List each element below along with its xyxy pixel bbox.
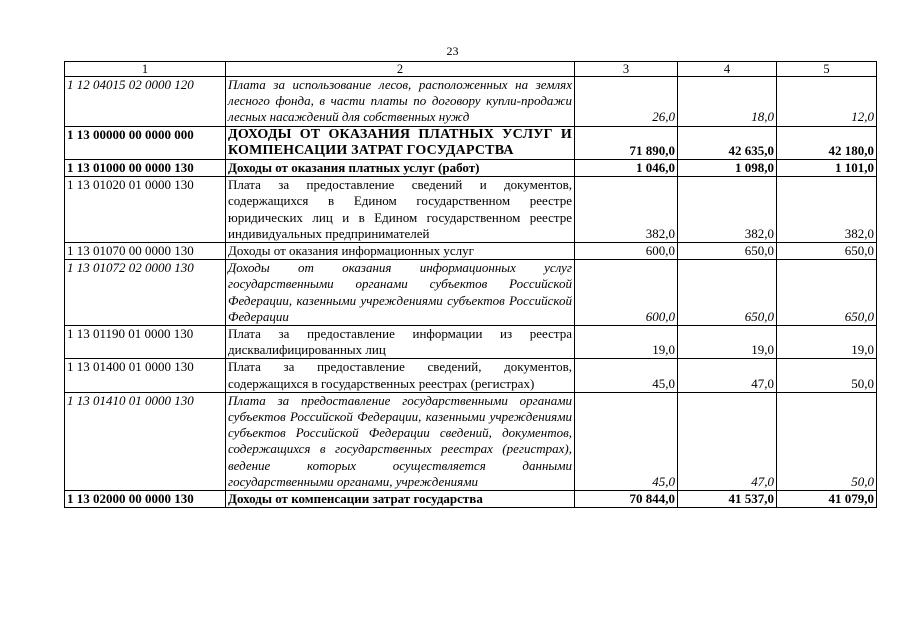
table-row [65, 177, 877, 243]
value-col4-cell: 1 098,0 [678, 160, 777, 177]
table-row [65, 392, 877, 490]
description-cell: Доходы от оказания информационных услуг [226, 243, 575, 260]
column-header: 4 [678, 62, 777, 77]
column-header: 3 [575, 62, 678, 77]
value-col4-cell: 47,0 [678, 359, 777, 392]
table-row [65, 260, 877, 326]
value-col5-cell: 650,0 [777, 260, 877, 326]
value-col3-cell: 70 844,0 [575, 491, 678, 508]
description-cell: Плата за предоставление сведений и документов, содержащихся в Едином государственном реестре юридических лиц и в Едином государственном реестре индивидуальных предпринимателей [226, 177, 575, 243]
value-col4-cell: 18,0 [678, 77, 777, 127]
value-col4-cell: 382,0 [678, 177, 777, 243]
value-col4-cell: 650,0 [678, 260, 777, 326]
value-col4-cell: 42 635,0 [678, 126, 777, 159]
budget-revenue-table [64, 61, 877, 508]
description-cell: Доходы от оказания платных услуг (работ) [226, 160, 575, 177]
page-number: 23 [446, 44, 459, 58]
value-col3-cell: 71 890,0 [575, 126, 678, 159]
code-cell: 1 13 01400 01 0000 130 [65, 359, 226, 392]
table-row [65, 359, 877, 392]
description-cell: Плата за предоставление информации из реестра дисквалифицированных лиц [226, 326, 575, 359]
description-cell: Доходы от компенсации затрат государства [226, 491, 575, 508]
code-cell: 1 12 04015 02 0000 120 [65, 77, 226, 127]
value-col3-cell: 600,0 [575, 243, 678, 260]
value-col4-cell: 41 537,0 [678, 491, 777, 508]
value-col5-cell: 12,0 [777, 77, 877, 127]
description-cell: ДОХОДЫ ОТ ОКАЗАНИЯ ПЛАТНЫХ УСЛУГ И КОМПЕНСАЦИИ ЗАТРАТ ГОСУДАРСТВА [226, 126, 575, 159]
code-cell: 1 13 01020 01 0000 130 [65, 177, 226, 243]
column-header: 1 [65, 62, 226, 77]
column-header-row [65, 62, 877, 77]
table-row [65, 326, 877, 359]
code-cell: 1 13 01072 02 0000 130 [65, 260, 226, 326]
code-cell: 1 13 01410 01 0000 130 [65, 392, 226, 490]
value-col3-cell: 600,0 [575, 260, 678, 326]
value-col5-cell: 50,0 [777, 392, 877, 490]
table-row [65, 491, 877, 508]
description-cell: Плата за предоставление сведений, документов, содержащихся в государственных реестрах (регистрах) [226, 359, 575, 392]
table-row [65, 126, 877, 159]
value-col3-cell: 45,0 [575, 359, 678, 392]
value-col5-cell: 19,0 [777, 326, 877, 359]
value-col3-cell: 45,0 [575, 392, 678, 490]
value-col3-cell: 19,0 [575, 326, 678, 359]
value-col5-cell: 382,0 [777, 177, 877, 243]
description-cell: Доходы от оказания информационных услуг государственными органами субъектов Российской Федерации, казенными учреждениями субъектов Российской Федерации [226, 260, 575, 326]
code-cell: 1 13 02000 00 0000 130 [65, 491, 226, 508]
code-cell: 1 13 01190 01 0000 130 [65, 326, 226, 359]
value-col5-cell: 1 101,0 [777, 160, 877, 177]
table-row [65, 243, 877, 260]
table-row [65, 160, 877, 177]
code-cell: 1 13 00000 00 0000 000 [65, 126, 226, 159]
description-cell: Плата за предоставление государственными органами субъектов Российской Федерации, казенными учреждениями субъектов Российской Федерации сведений, документов, содержащихся в государственных реестрах (регистрах), ведение которых осуществляется данными государственными органами, учреждениями [226, 392, 575, 490]
value-col4-cell: 47,0 [678, 392, 777, 490]
value-col4-cell: 19,0 [678, 326, 777, 359]
value-col3-cell: 26,0 [575, 77, 678, 127]
column-header: 5 [777, 62, 877, 77]
value-col3-cell: 382,0 [575, 177, 678, 243]
description-cell: Плата за использование лесов, расположенных на землях лесного фонда, в части платы по договору купли-продажи лесных насаждений для собственных нужд [226, 77, 575, 127]
value-col5-cell: 41 079,0 [777, 491, 877, 508]
value-col5-cell: 50,0 [777, 359, 877, 392]
table-row [65, 77, 877, 127]
value-col4-cell: 650,0 [678, 243, 777, 260]
value-col3-cell: 1 046,0 [575, 160, 678, 177]
value-col5-cell: 650,0 [777, 243, 877, 260]
code-cell: 1 13 01070 00 0000 130 [65, 243, 226, 260]
column-header: 2 [226, 62, 575, 77]
value-col5-cell: 42 180,0 [777, 126, 877, 159]
code-cell: 1 13 01000 00 0000 130 [65, 160, 226, 177]
